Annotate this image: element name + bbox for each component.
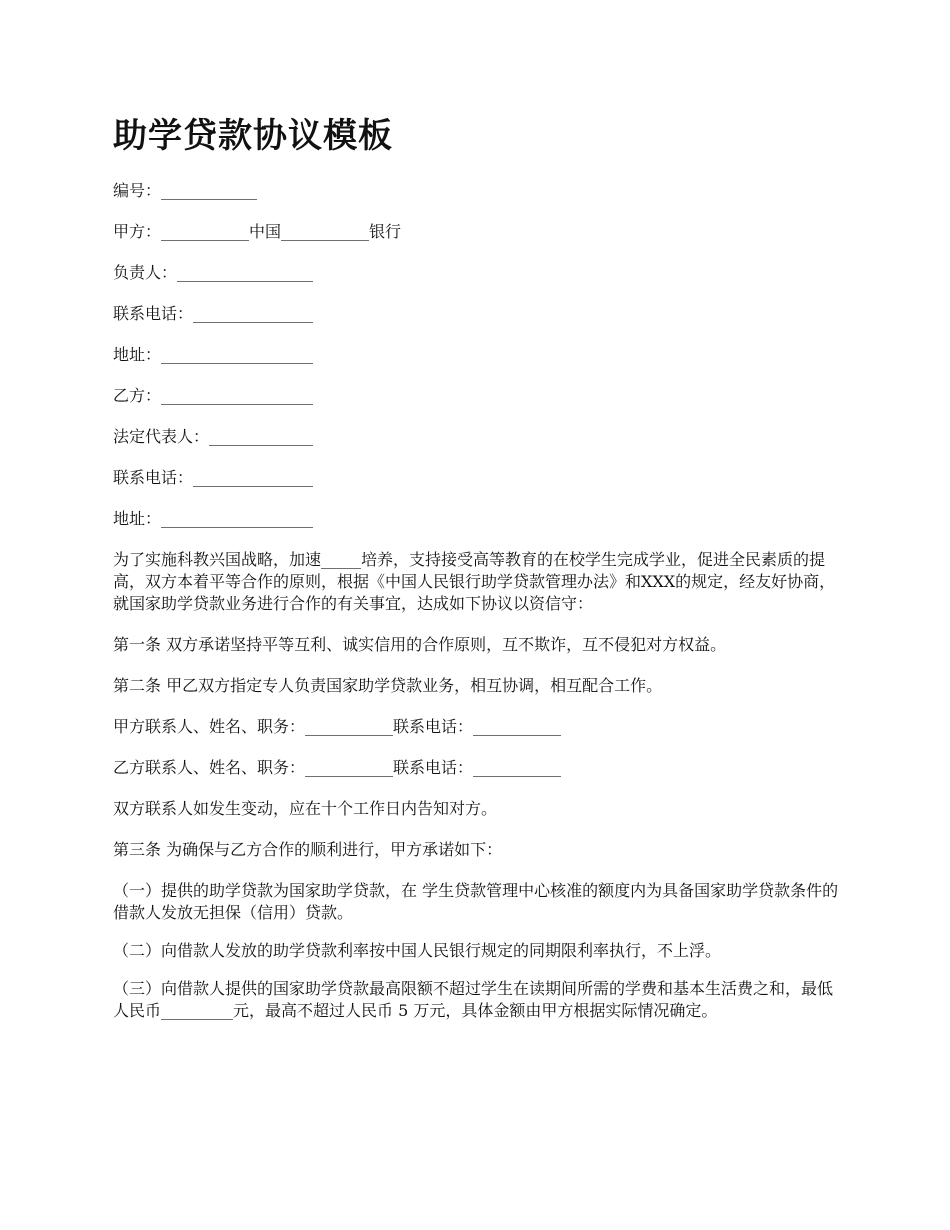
field-party-a: 甲方：___________中国___________银行 bbox=[113, 222, 402, 241]
field-party-b-legal-rep: 法定代表人：_____________ bbox=[113, 427, 314, 446]
intro-paragraph: 为了实施科教兴国战略，加速_____培养，支持接受高等教育的在校学生完成学业，促进全民素质的提高，双方本着平等合作的原则，根据《中国人民银行助学贷款管理办法》和XXX的规定，经友好协商，就国家助学贷款业务进行合作的有关事宜，达成如下协议以资信守： bbox=[113, 550, 836, 613]
field-party-a-manager: 负责人：_________________ bbox=[113, 263, 314, 282]
field-party-a-address: 地址：___________________ bbox=[113, 345, 314, 364]
contact-party-b: 乙方联系人、姓名、职务：___________联系电话：___________ bbox=[113, 758, 562, 777]
field-party-b-phone: 联系电话：_______________ bbox=[113, 468, 314, 487]
document-page bbox=[113, 112, 843, 1038]
field-party-b: 乙方：___________________ bbox=[113, 386, 314, 405]
article-3: 第三条 为确保与乙方合作的顺利进行，甲方承诺如下： bbox=[113, 840, 503, 859]
article-3-item-2: （二）向借款人发放的助学贷款利率按中国人民银行规定的同期限利率执行，不上浮。 bbox=[113, 941, 722, 960]
article-1: 第一条 双方承诺坚持平等互利、诚实信用的合作原则，互不欺诈，互不侵犯对方权益。 bbox=[113, 635, 727, 654]
contact-change-notice: 双方联系人如发生变动，应在十个工作日内告知对方。 bbox=[113, 799, 498, 818]
field-serial-number: 编号：____________ bbox=[113, 181, 258, 200]
document-title: 助学贷款协议模板 bbox=[113, 116, 393, 156]
article-3-item-1: （一）提供的助学贷款为国家助学贷款，在 学生贷款管理中心核准的额度内为具备国家助学贷款条件的借款人发放无担保（信用）贷款。 bbox=[113, 881, 839, 922]
field-party-a-phone: 联系电话：_______________ bbox=[113, 304, 314, 323]
article-3-item-3: （三）向借款人提供的国家助学贷款最高限额不超过学生在读期间所需的学费和基本生活费之和，最低人民币_________元，最高不超过人民币 5 万元，具体金额由甲方根据实际情况确定。 bbox=[113, 979, 834, 1020]
contact-party-a: 甲方联系人、姓名、职务：___________联系电话：___________ bbox=[113, 717, 562, 736]
article-2: 第二条 甲乙双方指定专人负责国家助学贷款业务，相互协调，相互配合工作。 bbox=[113, 676, 663, 695]
field-party-b-address: 地址：___________________ bbox=[113, 509, 314, 528]
